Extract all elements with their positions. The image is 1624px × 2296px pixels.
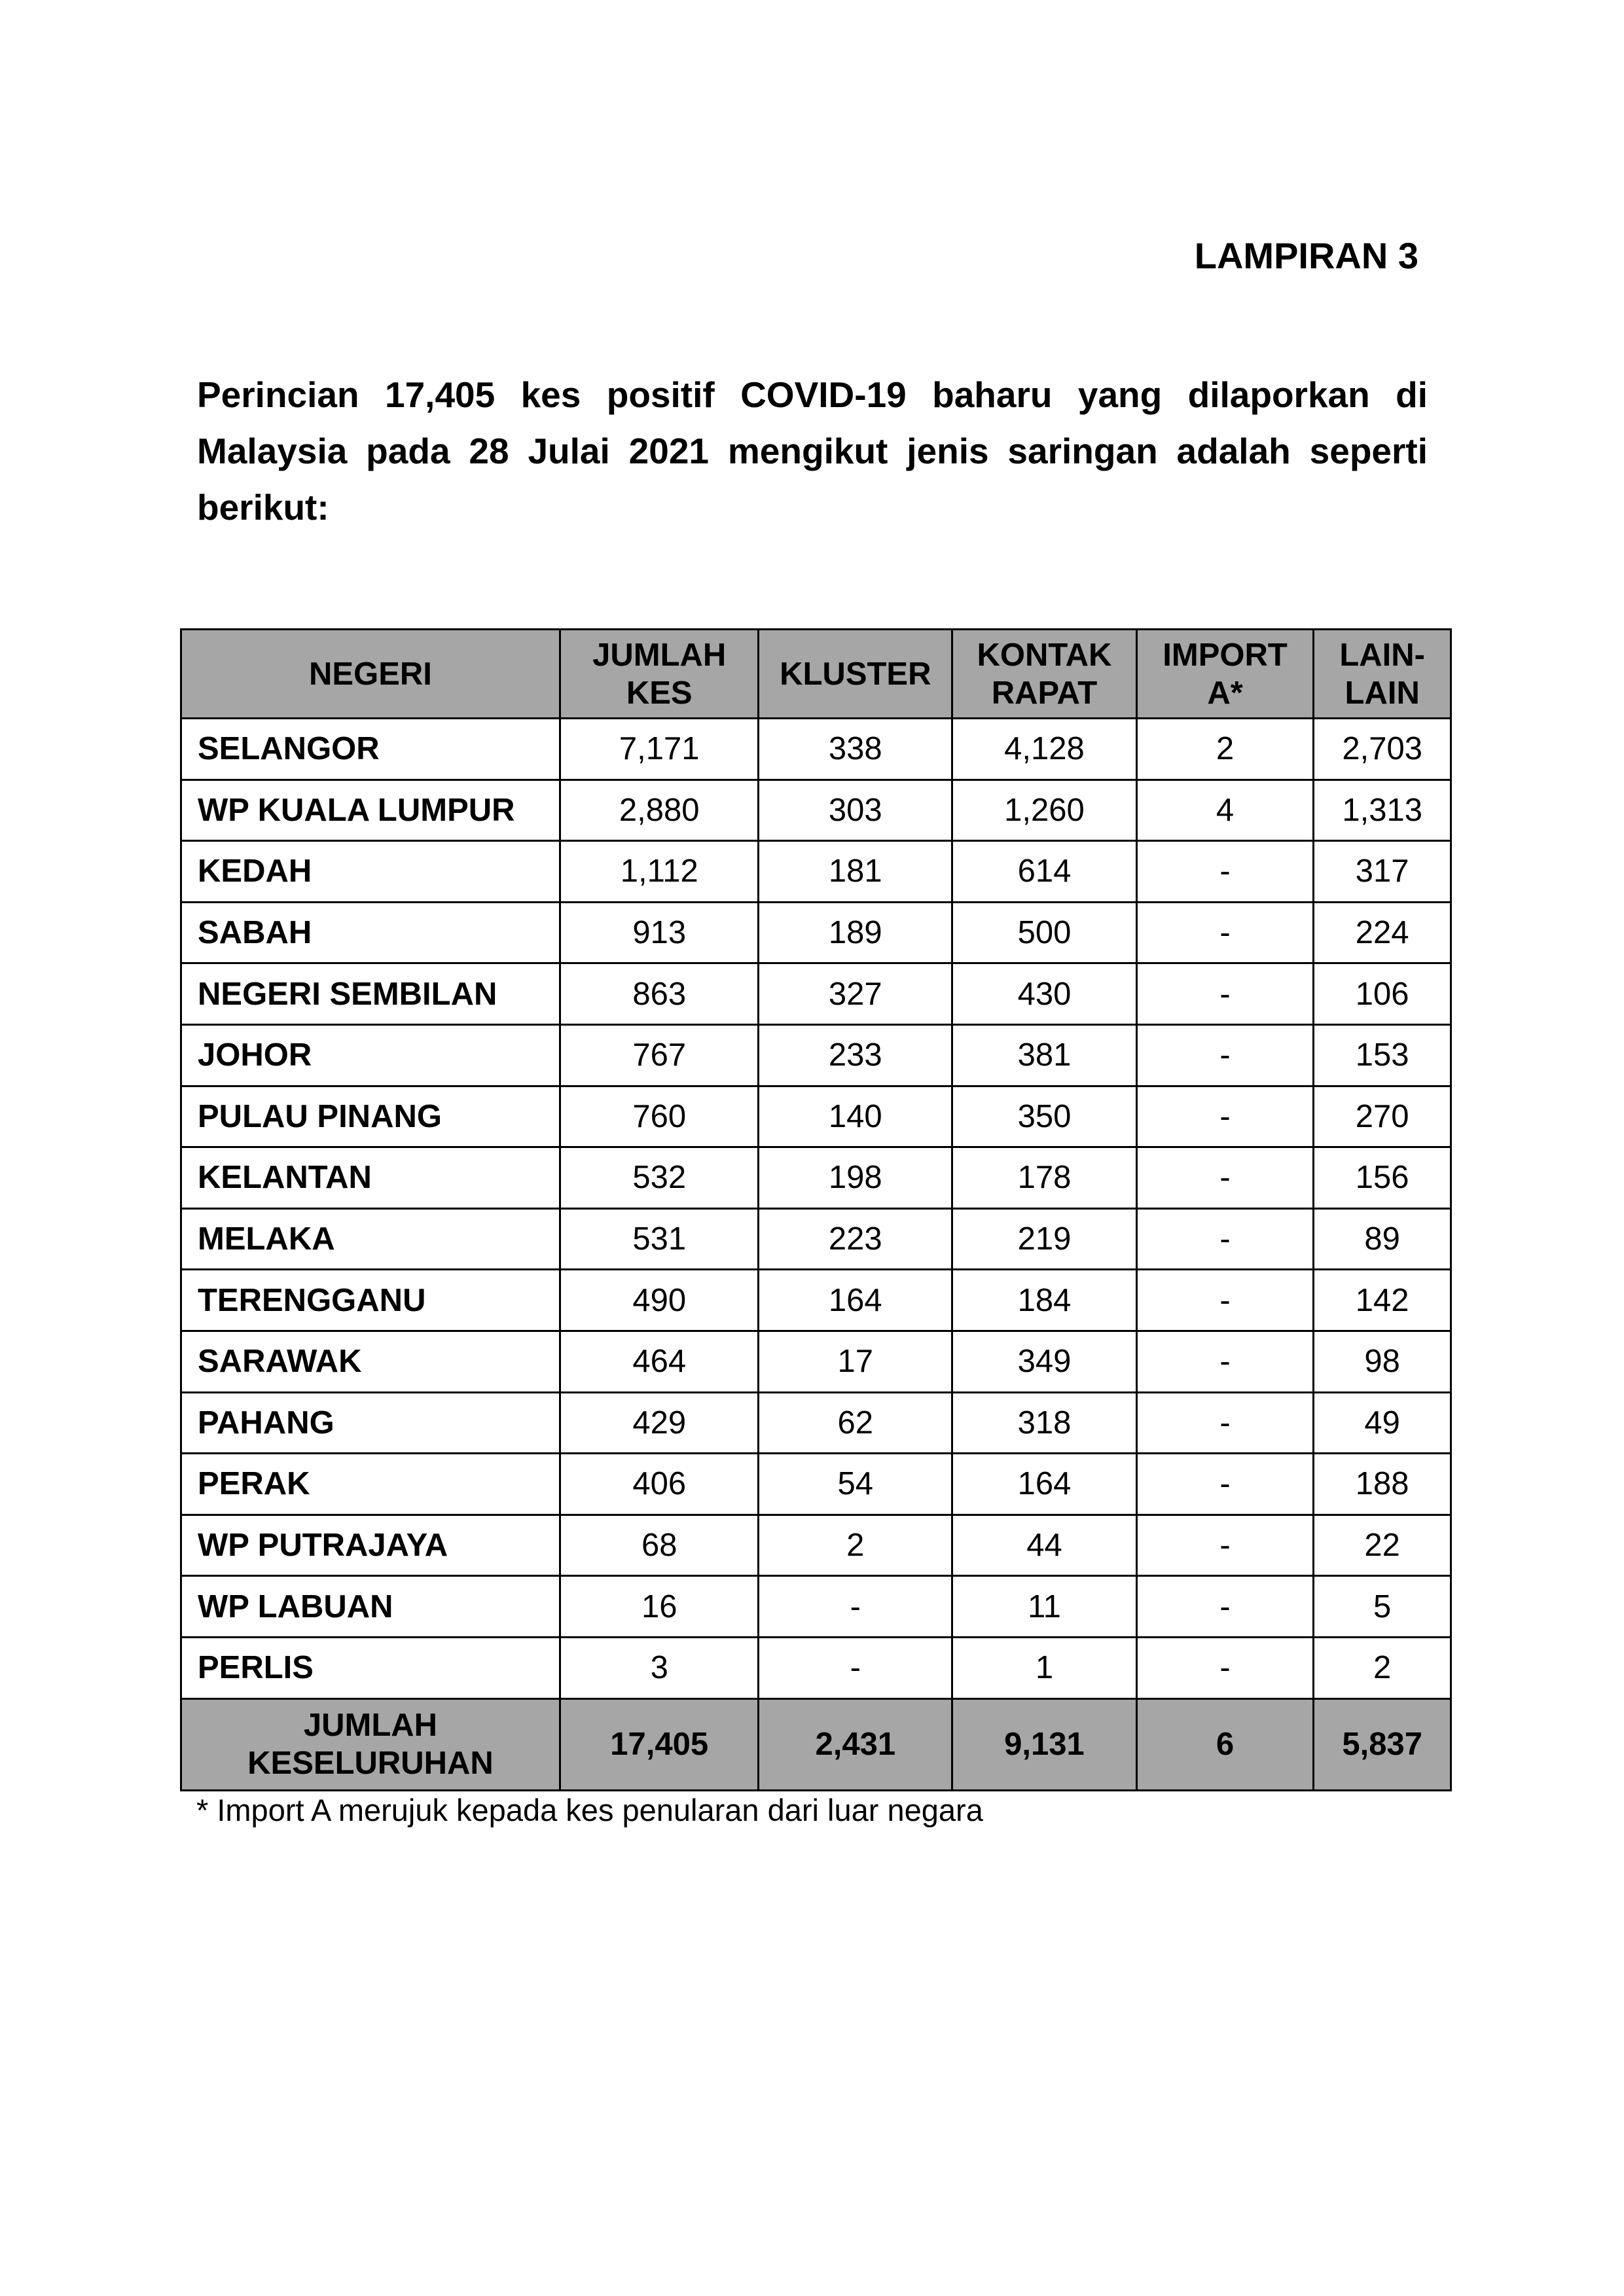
footnote: * Import A merujuk kepada kes penularan dari luar negara	[196, 1793, 983, 1827]
cell-kluster: 303	[759, 780, 952, 841]
cell-kontak-rapat: 1,260	[952, 780, 1137, 841]
cell-negeri: WP KUALA LUMPUR	[181, 780, 560, 841]
cell-import-a: -	[1136, 902, 1314, 963]
cell-lain-lain: 2,703	[1314, 719, 1451, 780]
table-row	[181, 1024, 1451, 1086]
cell-import-a: -	[1136, 1024, 1314, 1086]
cell-import-a: -	[1136, 1208, 1314, 1270]
header-jumlah-kes: JUMLAH KES	[560, 630, 759, 719]
cell-kontak-rapat: 1	[952, 1637, 1137, 1698]
appendix-label: LAMPIRAN 3	[1194, 235, 1418, 276]
cell-jumlah-kes: 7,171	[560, 719, 759, 780]
table-row	[181, 902, 1451, 963]
cell-kluster: 327	[759, 963, 952, 1025]
cell-import-a: -	[1136, 963, 1314, 1025]
cell-jumlah-kes: 16	[560, 1576, 759, 1638]
cell-kontak-rapat: 381	[952, 1024, 1137, 1086]
cell-import-a: -	[1136, 841, 1314, 903]
total-import-a: 6	[1136, 1698, 1314, 1790]
cell-jumlah-kes: 68	[560, 1515, 759, 1576]
cell-negeri: SABAH	[181, 902, 560, 963]
header-kontak-rapat: KONTAK RAPAT	[952, 630, 1137, 719]
cell-kluster: -	[759, 1576, 952, 1638]
cell-kluster: 164	[759, 1270, 952, 1331]
cell-kontak-rapat: 219	[952, 1208, 1137, 1270]
table-row	[181, 963, 1451, 1025]
cell-lain-lain: 1,313	[1314, 780, 1451, 841]
cell-negeri: MELAKA	[181, 1208, 560, 1270]
cell-lain-lain: 224	[1314, 902, 1451, 963]
cell-kontak-rapat: 500	[952, 902, 1137, 963]
cell-lain-lain: 22	[1314, 1515, 1451, 1576]
cell-kontak-rapat: 4,128	[952, 719, 1137, 780]
table-row	[181, 1208, 1451, 1270]
cell-lain-lain: 317	[1314, 841, 1451, 903]
cell-negeri: WP LABUAN	[181, 1576, 560, 1638]
cell-lain-lain: 98	[1314, 1331, 1451, 1392]
cell-kluster: 62	[759, 1392, 952, 1454]
header-negeri: NEGERI	[181, 630, 560, 719]
cell-kontak-rapat: 44	[952, 1515, 1137, 1576]
cell-jumlah-kes: 490	[560, 1270, 759, 1331]
table-row	[181, 1270, 1451, 1331]
cell-jumlah-kes: 464	[560, 1331, 759, 1392]
cell-import-a: -	[1136, 1147, 1314, 1209]
cases-by-state-table	[180, 628, 1452, 1791]
cell-kluster: 223	[759, 1208, 952, 1270]
cell-import-a: -	[1136, 1392, 1314, 1454]
cell-kluster: -	[759, 1637, 952, 1698]
total-row	[181, 1698, 1451, 1790]
header-kluster: KLUSTER	[759, 630, 952, 719]
cell-lain-lain: 270	[1314, 1086, 1451, 1147]
table-row	[181, 1515, 1451, 1576]
cell-jumlah-kes: 913	[560, 902, 759, 963]
table-row	[181, 1392, 1451, 1454]
cell-lain-lain: 188	[1314, 1454, 1451, 1515]
cell-jumlah-kes: 760	[560, 1086, 759, 1147]
cell-negeri: TERENGGANU	[181, 1270, 560, 1331]
cell-import-a: -	[1136, 1576, 1314, 1638]
cell-lain-lain: 142	[1314, 1270, 1451, 1331]
table-row	[181, 1637, 1451, 1698]
cell-kontak-rapat: 349	[952, 1331, 1137, 1392]
cell-jumlah-kes: 531	[560, 1208, 759, 1270]
header-import-a: IMPORT A*	[1136, 630, 1314, 719]
table-row	[181, 780, 1451, 841]
table-row	[181, 841, 1451, 903]
total-label: JUMLAH KESELURUHAN	[181, 1698, 560, 1790]
cell-jumlah-kes: 3	[560, 1637, 759, 1698]
cell-kontak-rapat: 614	[952, 841, 1137, 903]
cell-negeri: NEGERI SEMBILAN	[181, 963, 560, 1025]
cell-kontak-rapat: 430	[952, 963, 1137, 1025]
total-kontak-rapat: 9,131	[952, 1698, 1137, 1790]
cell-negeri: SELANGOR	[181, 719, 560, 780]
cell-lain-lain: 156	[1314, 1147, 1451, 1209]
cell-import-a: 2	[1136, 719, 1314, 780]
intro-paragraph: Perincian 17,405 kes positif COVID-19 baharu yang dilaporkan di Malaysia pada 28 Julai 2021 mengikut jenis saringan adalah seperti berikut:	[197, 374, 1428, 528]
table-header-row	[181, 630, 1451, 719]
cell-lain-lain: 106	[1314, 963, 1451, 1025]
table-row	[181, 1147, 1451, 1209]
cell-jumlah-kes: 532	[560, 1147, 759, 1209]
cell-kluster: 189	[759, 902, 952, 963]
cell-kontak-rapat: 318	[952, 1392, 1137, 1454]
cell-import-a: -	[1136, 1331, 1314, 1392]
cell-jumlah-kes: 2,880	[560, 780, 759, 841]
total-lain-lain: 5,837	[1314, 1698, 1451, 1790]
table-row	[181, 1331, 1451, 1392]
table-row	[181, 1454, 1451, 1515]
cell-negeri: PERAK	[181, 1454, 560, 1515]
table-row	[181, 719, 1451, 780]
cell-kontak-rapat: 11	[952, 1576, 1137, 1638]
cell-kluster: 140	[759, 1086, 952, 1147]
cell-lain-lain: 49	[1314, 1392, 1451, 1454]
cell-kluster: 54	[759, 1454, 952, 1515]
cell-jumlah-kes: 406	[560, 1454, 759, 1515]
header-lain-lain: LAIN- LAIN	[1314, 630, 1451, 719]
cell-lain-lain: 153	[1314, 1024, 1451, 1086]
cell-jumlah-kes: 1,112	[560, 841, 759, 903]
cell-import-a: -	[1136, 1086, 1314, 1147]
cell-negeri: PULAU PINANG	[181, 1086, 560, 1147]
cell-negeri: PERLIS	[181, 1637, 560, 1698]
cell-jumlah-kes: 429	[560, 1392, 759, 1454]
cell-jumlah-kes: 767	[560, 1024, 759, 1086]
cell-lain-lain: 5	[1314, 1576, 1451, 1638]
cell-kluster: 181	[759, 841, 952, 903]
table-row	[181, 1086, 1451, 1147]
cell-import-a: -	[1136, 1515, 1314, 1576]
cell-lain-lain: 2	[1314, 1637, 1451, 1698]
cell-import-a: -	[1136, 1454, 1314, 1515]
cell-kluster: 198	[759, 1147, 952, 1209]
cell-kontak-rapat: 164	[952, 1454, 1137, 1515]
cell-negeri: WP PUTRAJAYA	[181, 1515, 560, 1576]
cell-negeri: KEDAH	[181, 841, 560, 903]
cell-kontak-rapat: 350	[952, 1086, 1137, 1147]
cell-import-a: 4	[1136, 780, 1314, 841]
total-jumlah-kes: 17,405	[560, 1698, 759, 1790]
cell-lain-lain: 89	[1314, 1208, 1451, 1270]
cell-kluster: 17	[759, 1331, 952, 1392]
cell-negeri: PAHANG	[181, 1392, 560, 1454]
cell-negeri: KELANTAN	[181, 1147, 560, 1209]
cell-kontak-rapat: 178	[952, 1147, 1137, 1209]
cell-import-a: -	[1136, 1637, 1314, 1698]
table-row	[181, 1576, 1451, 1638]
cell-jumlah-kes: 863	[560, 963, 759, 1025]
cell-kluster: 338	[759, 719, 952, 780]
cell-import-a: -	[1136, 1270, 1314, 1331]
cell-kluster: 233	[759, 1024, 952, 1086]
cell-kontak-rapat: 184	[952, 1270, 1137, 1331]
cell-negeri: SARAWAK	[181, 1331, 560, 1392]
cell-kluster: 2	[759, 1515, 952, 1576]
cell-negeri: JOHOR	[181, 1024, 560, 1086]
total-kluster: 2,431	[759, 1698, 952, 1790]
